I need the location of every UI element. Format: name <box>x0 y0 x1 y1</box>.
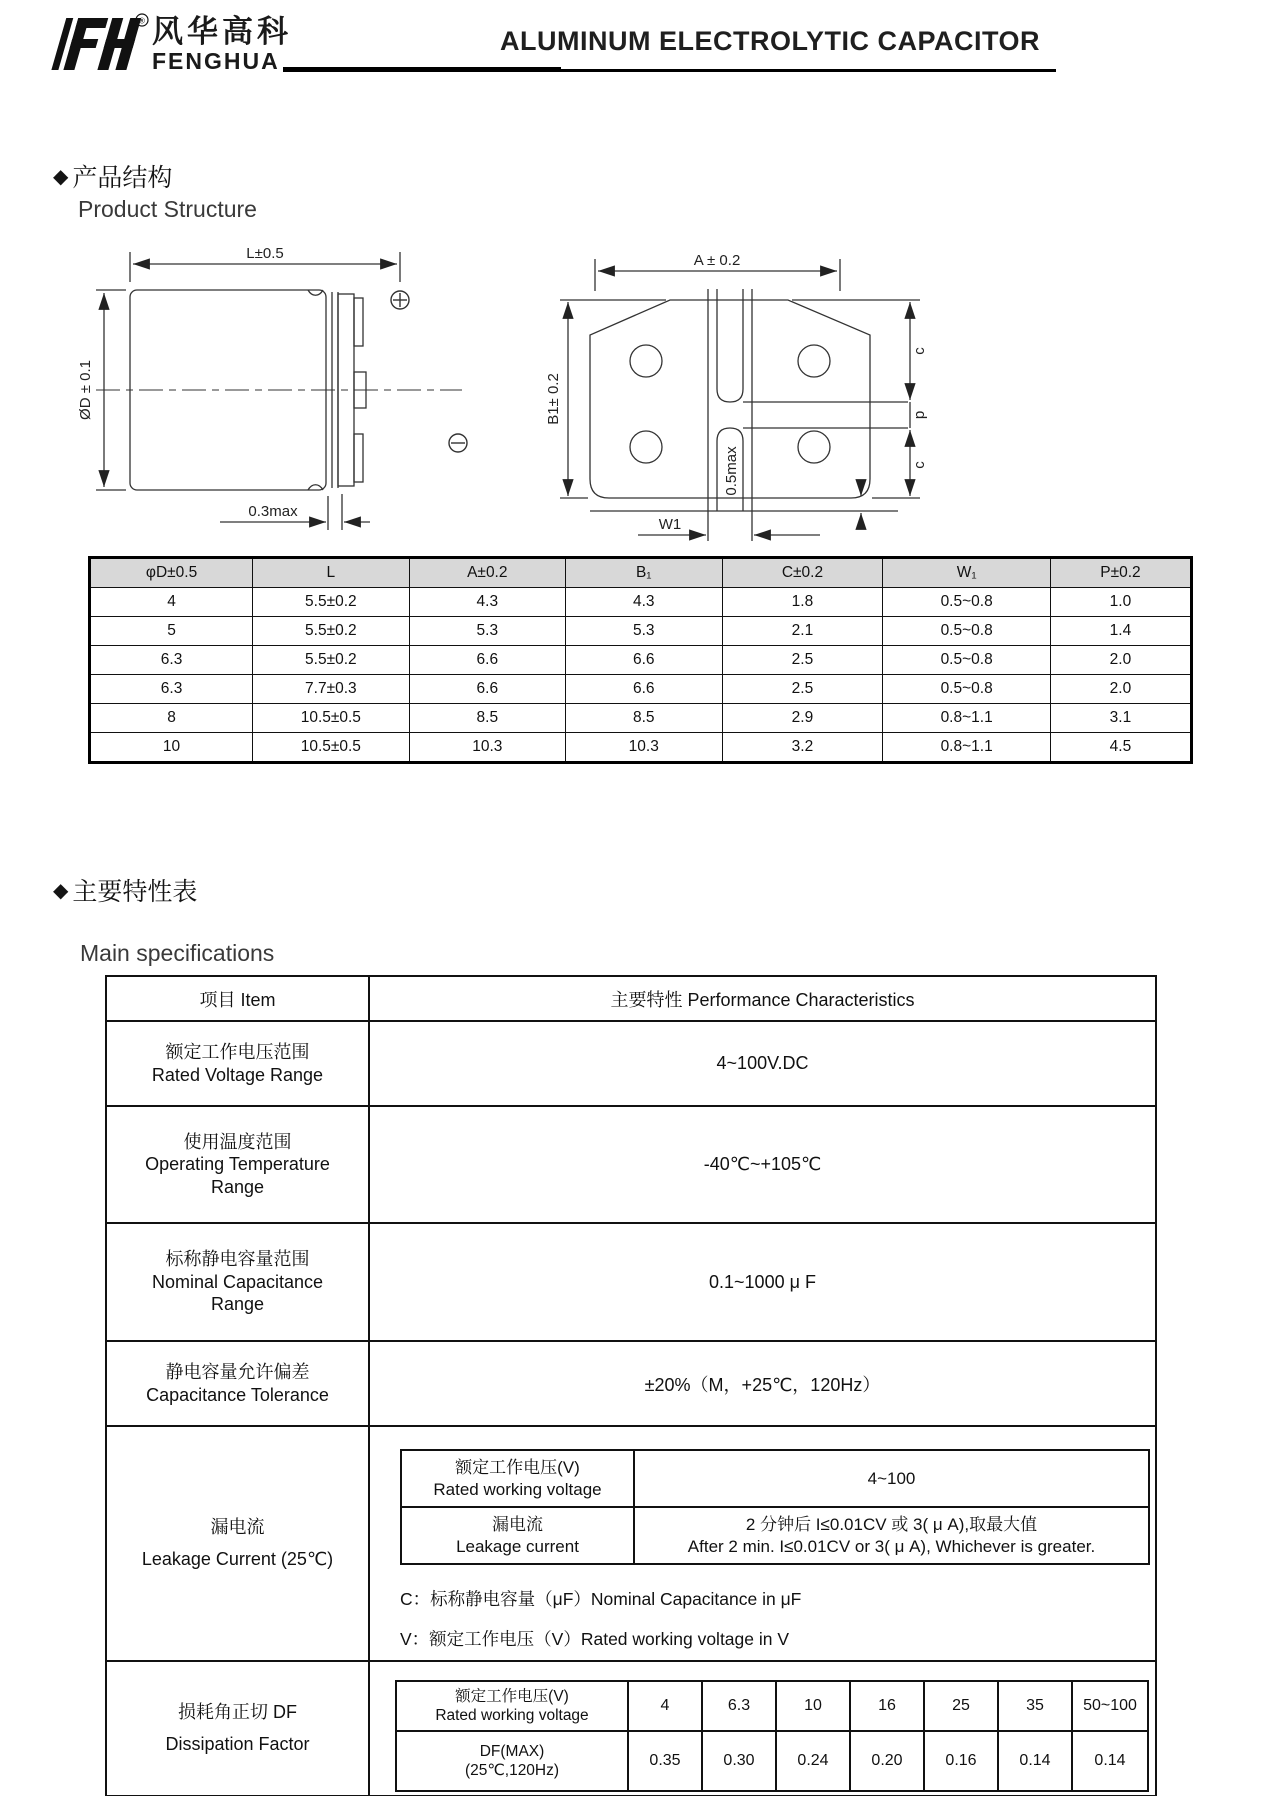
spec-col-item: 项目 Item <box>106 976 369 1021</box>
dim-header: B₁ <box>566 558 722 588</box>
nested-value-cell: 4~100 <box>634 1450 1149 1507</box>
diamond-bullet-icon: ◆ <box>53 165 69 188</box>
dim-label-c-top: c <box>911 347 928 355</box>
dim-cell: 6.3 <box>90 646 253 675</box>
nested-value-cell <box>634 1507 1149 1564</box>
df-value: 0.30 <box>702 1731 776 1791</box>
spec-item-cell <box>106 1106 369 1223</box>
nested-label-cn: 额定工作电压(V) <box>455 1687 569 1705</box>
dim-cell: 2.0 <box>1050 675 1191 704</box>
dim-cell: 5 <box>90 617 253 646</box>
item-label-en: Capacitance Tolerance <box>146 1384 329 1405</box>
df-value: 0.14 <box>998 1731 1072 1791</box>
df-value: 0.35 <box>628 1731 702 1791</box>
dim-cell: 4.5 <box>1050 733 1191 763</box>
spec-value-cell: ±20%（M，+25℃，120Hz） <box>369 1341 1156 1426</box>
spec-value-cell: 0.1~1000 μ F <box>369 1223 1156 1341</box>
dim-cell: 6.3 <box>90 675 253 704</box>
nested-label-cell <box>396 1731 628 1791</box>
dim-cell: 8.5 <box>409 704 565 733</box>
dim-cell: 0.5~0.8 <box>883 675 1051 704</box>
dim-table-row <box>90 675 1192 704</box>
nested-label-cell <box>401 1450 634 1507</box>
df-voltage: 16 <box>850 1681 924 1731</box>
dim-header: P±0.2 <box>1050 558 1191 588</box>
dim-cell: 3.2 <box>722 733 883 763</box>
spec-item-cell <box>106 1021 369 1106</box>
df-condition-label: (25℃,120Hz) <box>464 1762 560 1779</box>
leakage-notes <box>400 1579 1155 1660</box>
dim-cell: 6.6 <box>566 646 722 675</box>
dim-label-c-bottom: c <box>911 461 928 469</box>
df-voltage: 35 <box>998 1681 1072 1731</box>
leakage-nested-table <box>400 1449 1150 1565</box>
leakage-formula-cn: 2 分钟后 I≤0.01CV 或 3( μ A),取最大值 <box>745 1515 1038 1535</box>
polarity-plus-icon <box>391 291 409 309</box>
nested-label-en: Rated working voltage <box>435 1707 589 1724</box>
diamond-bullet-icon: ◆ <box>53 879 69 902</box>
dim-cell: 10.3 <box>566 733 722 763</box>
section-heading-en: Main specifications <box>80 940 275 966</box>
df-voltage: 25 <box>924 1681 998 1731</box>
registered-mark: ® <box>139 16 145 26</box>
df-voltage: 50~100 <box>1072 1681 1148 1731</box>
df-value: 0.14 <box>1072 1731 1148 1791</box>
spec-row-rated-voltage <box>106 1021 1156 1106</box>
header-rule-thin <box>560 69 1056 72</box>
df-value-row <box>396 1731 1148 1791</box>
dim-table-row <box>90 733 1192 763</box>
header-rule-thick <box>283 67 561 72</box>
dim-cell: 5.5±0.2 <box>253 617 409 646</box>
df-value: 0.20 <box>850 1731 924 1791</box>
df-value: 0.16 <box>924 1731 998 1791</box>
spec-value-cell <box>369 1661 1156 1796</box>
item-label-cn: 损耗角正切 DF <box>178 1701 297 1722</box>
spec-value-cell <box>369 1426 1156 1661</box>
dim-header: W₁ <box>883 558 1051 588</box>
df-voltage-row <box>396 1681 1148 1731</box>
main-spec-table <box>105 975 1157 1796</box>
dim-label-gap: 0.3max <box>248 503 298 520</box>
dim-cell: 0.5~0.8 <box>883 646 1051 675</box>
spec-item-cell <box>106 1426 369 1661</box>
dim-cell: 0.8~1.1 <box>883 733 1051 763</box>
df-value: 0.24 <box>776 1731 850 1791</box>
spec-row-leakage-current <box>106 1426 1156 1661</box>
df-voltage: 4 <box>628 1681 702 1731</box>
note-c: C：标称静电容量（μF）Nominal Capacitance in μF <box>400 1589 802 1609</box>
spec-item-cell <box>106 1341 369 1426</box>
dim-table-row <box>90 704 1192 733</box>
fenghua-logo-icon <box>50 12 150 76</box>
spec-item-cell <box>106 1661 369 1796</box>
item-label-en: Rated Voltage Range <box>151 1064 324 1085</box>
dim-cell: 0.5~0.8 <box>883 617 1051 646</box>
dim-cell: 7.7±0.3 <box>253 675 409 704</box>
dim-cell: 6.6 <box>409 675 565 704</box>
dim-cell: 5.3 <box>409 617 565 646</box>
spec-value-cell: -40℃~+105℃ <box>369 1106 1156 1223</box>
dim-cell: 4.3 <box>409 588 565 617</box>
side-view-drawing <box>70 238 472 540</box>
nested-label-cell <box>396 1681 628 1731</box>
dim-label-p: p <box>911 410 928 420</box>
dim-cell: 8 <box>90 704 253 733</box>
dim-cell: 2.0 <box>1050 646 1191 675</box>
dim-cell: 0.5~0.8 <box>883 588 1051 617</box>
dim-label-standoff: 0.5max <box>723 446 740 496</box>
dim-header: φD±0.5 <box>90 558 253 588</box>
nested-label-en: Rated working voltage <box>433 1479 602 1499</box>
item-label-cn: 额定工作电压范围 <box>165 1042 310 1062</box>
leakage-formula-en: After 2 min. I≤0.01CV or 3( μ A), Whichever is greater. <box>687 1536 1096 1556</box>
note-v: V：额定工作电压（V）Rated working voltage in V <box>400 1629 790 1650</box>
dim-cell: 10.5±0.5 <box>253 733 409 763</box>
item-label-en: Operating Temperature <box>145 1154 330 1175</box>
df-voltage: 10 <box>776 1681 850 1731</box>
logo-english: FENGHUA <box>152 48 280 74</box>
section-heading-cn: 产品结构 <box>72 164 173 192</box>
polarity-minus-icon <box>449 434 467 452</box>
dim-cell: 6.6 <box>409 646 565 675</box>
item-label-en: Range <box>210 1176 265 1197</box>
dim-cell: 2.5 <box>722 646 883 675</box>
item-label-en: Dissipation Factor <box>165 1734 310 1754</box>
dim-cell: 8.5 <box>566 704 722 733</box>
dim-cell: 1.8 <box>722 588 883 617</box>
dim-cell: 5.5±0.2 <box>253 646 409 675</box>
df-max-label: DF(MAX) <box>479 1742 545 1760</box>
dim-table-row <box>90 646 1192 675</box>
item-label-en: Nominal Capacitance <box>151 1271 324 1292</box>
dim-label-a: A ± 0.2 <box>693 252 741 269</box>
section-heading-cn: 主要特性表 <box>72 878 198 906</box>
section-main-specs <box>53 872 197 908</box>
page-title: ALUMINUM ELECTROLYTIC CAPACITOR <box>500 26 1040 56</box>
item-label-cn: 静电容量允许偏差 <box>165 1362 310 1382</box>
dim-cell: 10.5±0.5 <box>253 704 409 733</box>
dim-cell: 0.8~1.1 <box>883 704 1051 733</box>
item-label-cn: 漏电流 <box>210 1516 265 1537</box>
section-product-structure <box>53 158 172 194</box>
section-heading-en: Product Structure <box>78 196 257 222</box>
item-label-en: Range <box>210 1294 265 1315</box>
item-label-en: Leakage Current (25℃) <box>141 1549 334 1570</box>
spec-col-perf: 主要特性 Performance Characteristics <box>369 976 1156 1021</box>
dim-label-b1: B1± 0.2 <box>545 373 562 425</box>
dim-cell: 5.5±0.2 <box>253 588 409 617</box>
df-nested-table <box>395 1680 1149 1792</box>
leakage-voltage-row <box>401 1450 1149 1507</box>
dim-header: C±0.2 <box>722 558 883 588</box>
logo-chinese: 风华高科 <box>152 14 292 49</box>
dim-cell: 1.4 <box>1050 617 1191 646</box>
dim-cell: 2.9 <box>722 704 883 733</box>
dim-header: A±0.2 <box>409 558 565 588</box>
dim-table-header-row <box>90 558 1192 588</box>
dim-cell: 4 <box>90 588 253 617</box>
leakage-spec-row <box>401 1507 1149 1564</box>
spec-row-capacitance-tolerance <box>106 1341 1156 1426</box>
bottom-view-drawing <box>520 243 950 555</box>
item-label-cn: 使用温度范围 <box>183 1131 292 1152</box>
spec-row-nominal-capacitance <box>106 1223 1156 1341</box>
dim-cell: 3.1 <box>1050 704 1191 733</box>
dim-label-diameter: ØD ± 0.1 <box>77 360 94 420</box>
dim-cell: 1.0 <box>1050 588 1191 617</box>
dim-cell: 10.3 <box>409 733 565 763</box>
nested-label-cell <box>401 1507 634 1564</box>
logo-text <box>152 16 292 73</box>
dim-label-length: L±0.5 <box>246 245 284 262</box>
dim-label-w1: W1 <box>658 516 682 533</box>
item-label-cn: 标称静电容量范围 <box>165 1249 310 1270</box>
dim-cell: 2.1 <box>722 617 883 646</box>
dim-cell: 2.5 <box>722 675 883 704</box>
nested-label-en: Leakage current <box>456 1536 579 1556</box>
dim-cell: 6.6 <box>566 675 722 704</box>
spec-value-cell: 4~100V.DC <box>369 1021 1156 1106</box>
dim-cell: 4.3 <box>566 588 722 617</box>
dimension-table <box>88 556 1193 764</box>
dim-table-row <box>90 588 1192 617</box>
nested-label-cn: 额定工作电压(V) <box>455 1458 580 1478</box>
dim-table-row <box>90 617 1192 646</box>
spec-row-operating-temp <box>106 1106 1156 1223</box>
nested-label-cn: 漏电流 <box>492 1515 543 1535</box>
spec-row-dissipation-factor <box>106 1661 1156 1796</box>
dim-cell: 10 <box>90 733 253 763</box>
dim-cell: 5.3 <box>566 617 722 646</box>
dim-header: L <box>253 558 409 588</box>
spec-item-cell <box>106 1223 369 1341</box>
spec-header-row <box>106 976 1156 1021</box>
df-voltage: 6.3 <box>702 1681 776 1731</box>
